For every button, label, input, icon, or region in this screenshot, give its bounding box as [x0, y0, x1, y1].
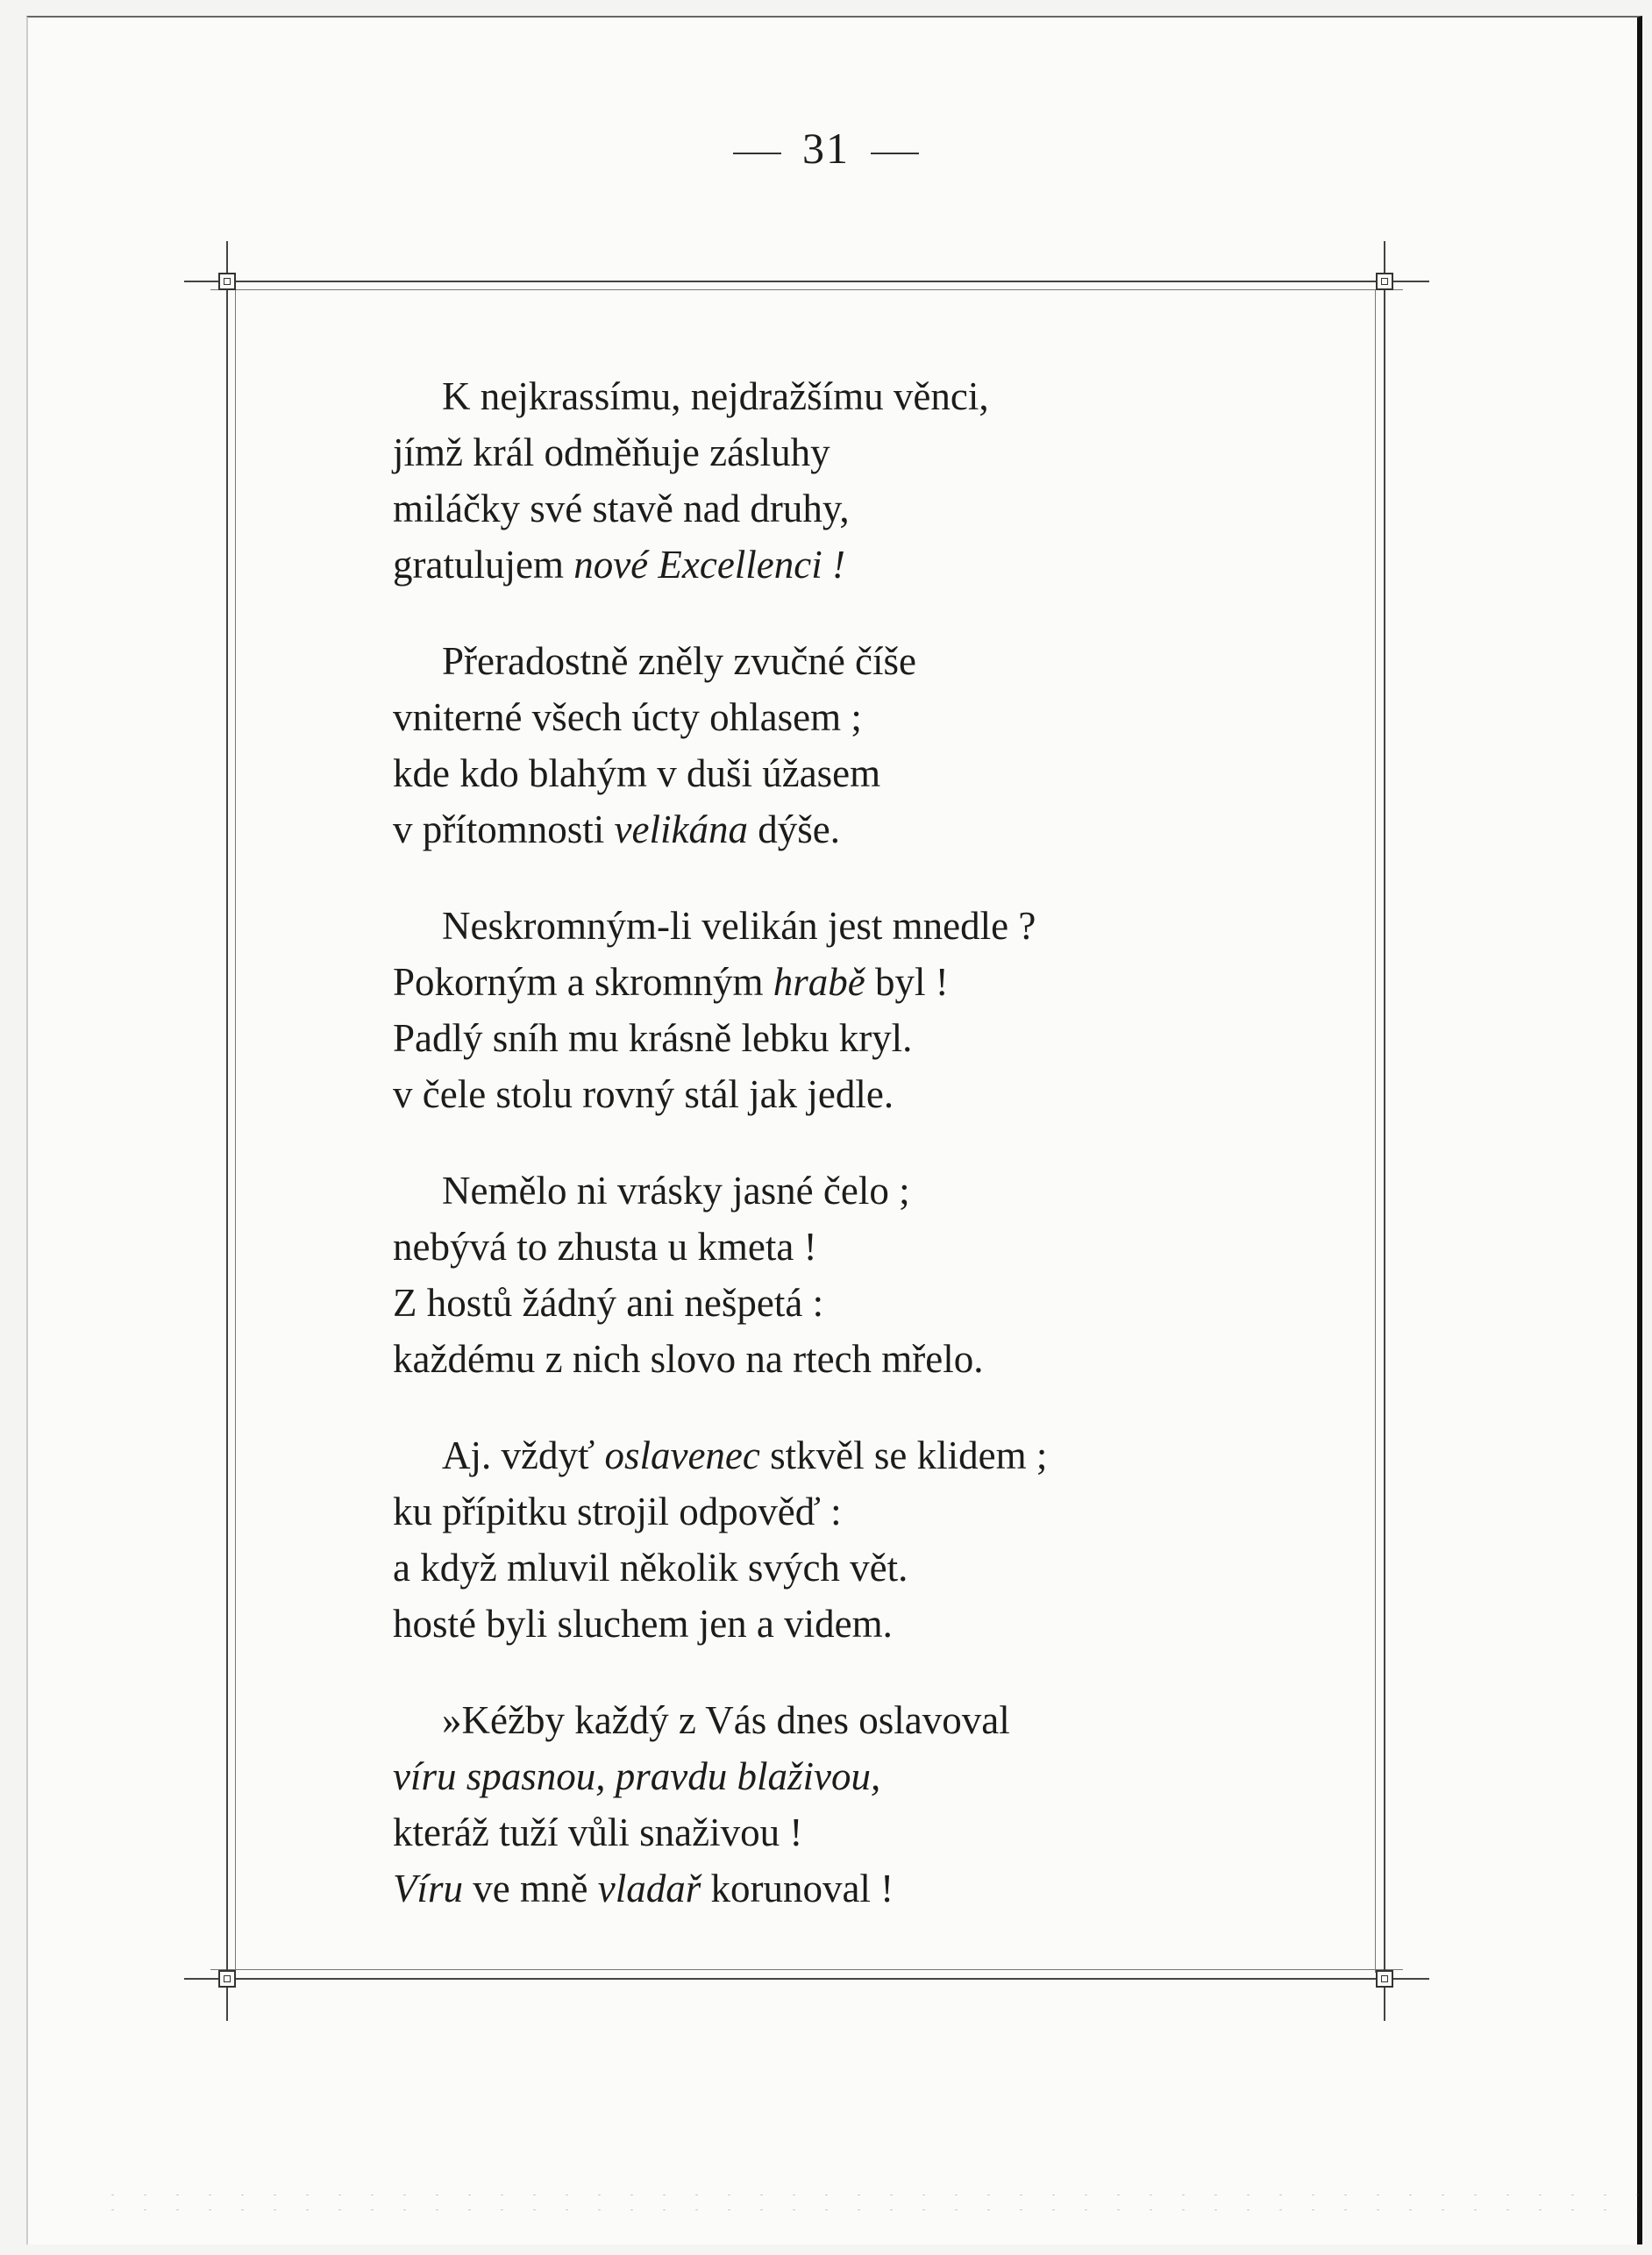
left-dash	[733, 153, 781, 154]
poem-line	[393, 689, 1270, 745]
frame-left-line	[226, 241, 228, 2021]
italic-run: hrabě	[773, 960, 865, 1004]
text-run: dýše.	[747, 807, 840, 851]
frame-left-inner-line	[235, 289, 236, 1973]
text-run: Z hostů žádný ani nešpetá :	[393, 1281, 824, 1325]
text-run: v přítomnosti	[393, 807, 615, 851]
text-run: Pokorným a skromným	[393, 960, 773, 1004]
frame-bottom-inner-line	[210, 1969, 1403, 1970]
poem-line	[393, 1596, 1270, 1652]
text-run: miláčky své stavě nad druhy,	[393, 487, 850, 530]
poem-line	[393, 537, 1270, 593]
stanza	[393, 898, 1270, 1122]
italic-run: víru spasnou, pravdu blaživou,	[393, 1754, 881, 1798]
text-run: »Kéžby každý z Vás dnes oslavoval	[442, 1698, 1010, 1742]
text-run: nebývá to zhusta u kmeta !	[393, 1225, 817, 1269]
text-run: stkvěl se klidem ;	[759, 1433, 1048, 1477]
page-number: 31	[802, 124, 850, 173]
stanza	[393, 1692, 1270, 1917]
text-run: Nemělo ni vrásky jasné čelo ;	[442, 1169, 910, 1213]
stanza	[393, 368, 1270, 593]
poem-line	[393, 1692, 1270, 1748]
text-run: kde kdo blahým v duši úžasem	[393, 751, 881, 795]
italic-run: Víru	[393, 1867, 464, 1910]
text-run: a když mluvil několik svých vět.	[393, 1546, 908, 1590]
poem-line	[393, 633, 1270, 689]
poem-line	[393, 1066, 1270, 1122]
text-run: kteráž tuží vůli snaživou !	[393, 1810, 803, 1854]
text-run: každému z nich slovo na rtech mřelo.	[393, 1337, 984, 1381]
poem-body	[393, 368, 1270, 1957]
text-run: byl !	[865, 960, 949, 1004]
text-run: Neskromným-li velikán jest mnedle ?	[442, 904, 1036, 948]
text-run: Padlý sníh mu krásně lebku kryl.	[393, 1016, 913, 1060]
italic-run: vladař	[597, 1867, 701, 1910]
scan-speckle-texture	[96, 2187, 1640, 2223]
poem-line	[393, 1748, 1270, 1804]
italic-run: velikána	[614, 807, 748, 851]
frame-corner-ornament	[1376, 1970, 1393, 1988]
text-run: Aj. vždyť	[442, 1433, 605, 1477]
poem-line	[393, 368, 1270, 424]
text-run: jímž král odměňuje zásluhy	[393, 430, 830, 474]
frame-corner-ornament	[218, 1970, 236, 1988]
text-run: korunoval !	[701, 1867, 894, 1910]
frame-top-inner-line	[210, 289, 1403, 290]
poem-line	[393, 898, 1270, 954]
italic-run: oslavenec	[604, 1433, 760, 1477]
frame-corner-ornament	[218, 273, 236, 290]
poem-line	[393, 801, 1270, 857]
frame-right-inner-line	[1375, 289, 1376, 1973]
text-run: ve mně	[463, 1867, 598, 1910]
italic-run: nové Excellenci !	[573, 543, 845, 587]
right-dash	[871, 153, 919, 154]
poem-line	[393, 1163, 1270, 1219]
frame-corner-ornament	[1376, 273, 1393, 290]
poem-line	[393, 1427, 1270, 1483]
poem-line	[393, 424, 1270, 480]
text-run: K nejkrassímu, nejdražšímu věnci,	[442, 374, 989, 418]
poem-line	[393, 1010, 1270, 1066]
text-run: hosté byli sluchem jen a videm.	[393, 1602, 893, 1646]
poem-line	[393, 1219, 1270, 1275]
frame-top-line	[184, 281, 1429, 282]
text-run: vniterné všech úcty ohlasem ;	[393, 695, 862, 739]
poem-line	[393, 954, 1270, 1010]
poem-line	[393, 1804, 1270, 1860]
page-number-header	[0, 123, 1652, 174]
text-run: gratulujem	[393, 543, 574, 587]
stanza	[393, 1163, 1270, 1387]
stanza	[393, 1427, 1270, 1652]
frame-right-line	[1384, 241, 1385, 2021]
poem-line	[393, 1331, 1270, 1387]
poem-line	[393, 1275, 1270, 1331]
poem-line	[393, 745, 1270, 801]
frame-bottom-line	[184, 1978, 1429, 1980]
text-run: Přeradostně zněly zvučné číše	[442, 639, 917, 683]
poem-line	[393, 1540, 1270, 1596]
text-run: ku přípitku strojil odpověď :	[393, 1490, 842, 1533]
poem-line	[393, 1860, 1270, 1917]
text-run: v čele stolu rovný stál jak jedle.	[393, 1072, 894, 1116]
poem-line	[393, 480, 1270, 537]
stanza	[393, 633, 1270, 857]
poem-line	[393, 1483, 1270, 1540]
